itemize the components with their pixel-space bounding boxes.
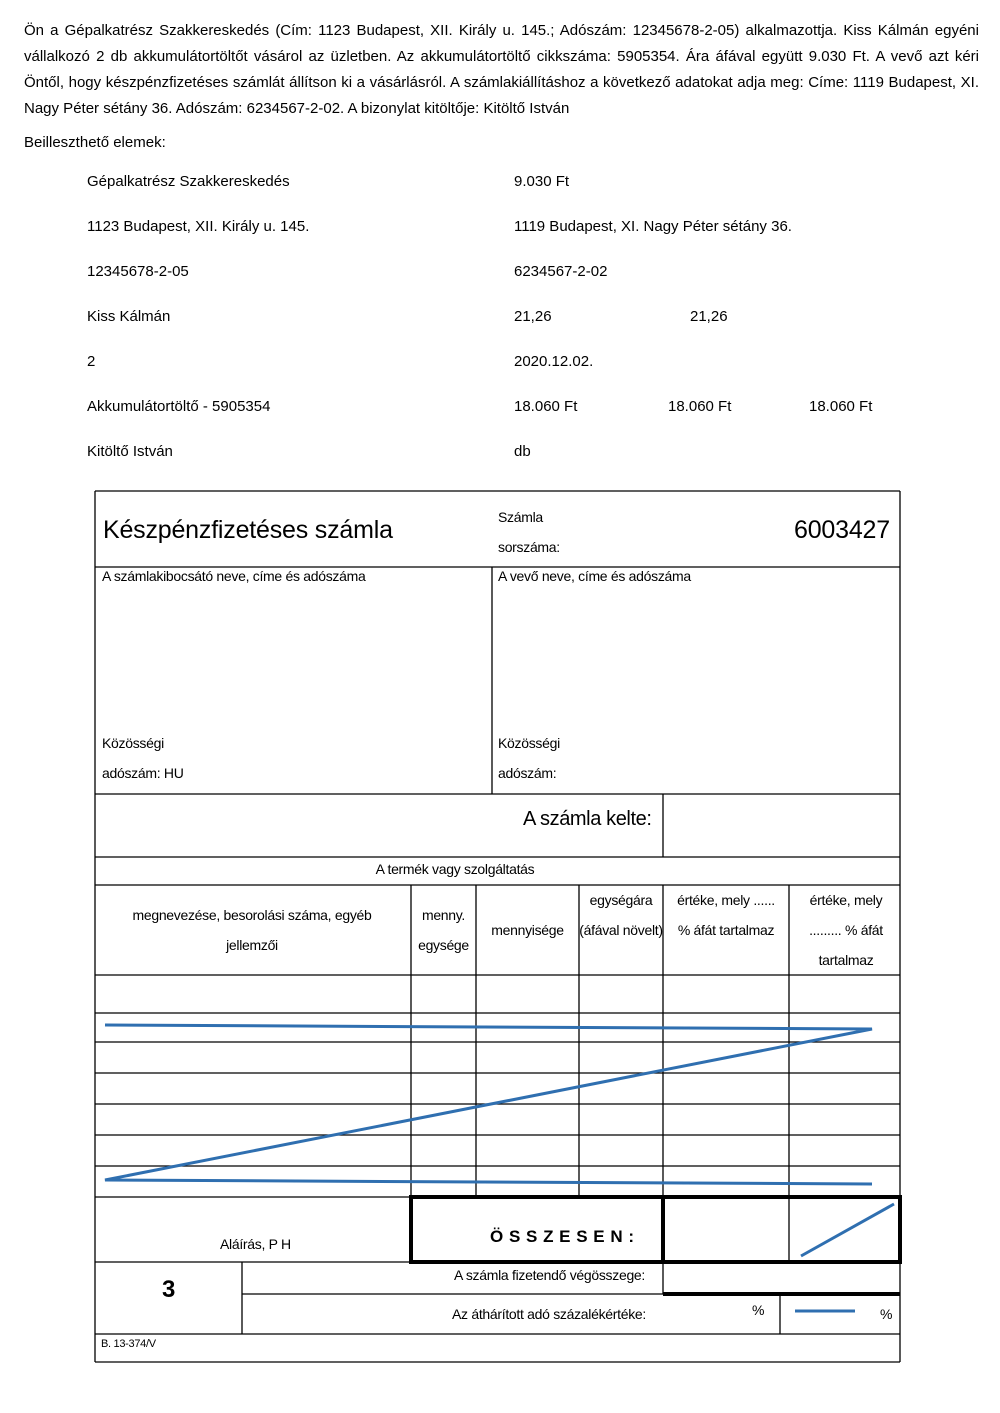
palette-item-product[interactable]: Akkumulátortöltő - 5905354 [87,398,271,415]
serial-label-1: Számla [498,509,543,525]
serial-label-2: sorszáma: [498,539,560,555]
palette-title: Beilleszthető elemek: [24,134,166,151]
form-code: B. 13-374/V [101,1338,156,1350]
tax-label: Az áthárított adó százalékértéke: [452,1306,646,1322]
col-value-1: értéke, mely ...... % áfát tartalmaz [677,892,775,938]
palette-item-value-1[interactable]: 18.060 Ft [514,398,578,415]
buyer-community-taxid: adószám: [498,765,557,781]
palette-item-issuer-address[interactable]: 1123 Budapest, XII. Király u. 145. [87,218,310,235]
palette-item-unit[interactable]: db [514,443,531,460]
col-unit-price: egységára (áfával növelt) [579,892,663,938]
col-qty: mennyisége [491,922,564,938]
copy-number: 3 [161,1276,176,1303]
buyer-label: A vevő neve, címe és adószáma [498,568,691,584]
signature-label: Aláírás, P H [220,1236,291,1252]
payable-label: A számla fizetendő végösszege: [454,1267,646,1283]
palette-item-issuer-name[interactable]: Gépalkatrész Szakkereskedés [87,173,290,190]
palette-item-unit-price[interactable]: 9.030 Ft [514,173,570,190]
issuer-label: A számlakibocsátó neve, címe és adószáma [102,568,366,584]
total-label: Ö S S Z E S E N : [490,1227,635,1246]
palette-item-vat-percent-2[interactable]: 21,26 [690,308,728,325]
palette-item-filler[interactable]: Kitöltő István [87,443,173,460]
buyer-community-label: Közösségi [498,735,560,751]
percent-1: % [752,1302,765,1318]
palette-item-buyer-name[interactable]: Kiss Kálmán [87,308,171,325]
palette-item-vat-percent-1[interactable]: 21,26 [514,308,552,325]
palette-item-value-3[interactable]: 18.060 Ft [809,398,873,415]
col-name: megnevezése, besorolási száma, egyéb jellemzői [132,907,372,953]
palette-item-quantity[interactable]: 2 [87,353,96,370]
issuer-community-label: Közösségi [102,735,164,751]
issuer-community-taxid: adószám: HU [102,765,184,781]
percent-2: % [880,1306,893,1322]
product-header: A termék vagy szolgáltatás [375,861,535,877]
palette-item-buyer-tax-id[interactable]: 6234567-2-02 [514,263,608,280]
col-unit: menny. egysége [418,907,469,953]
palette-item-buyer-address[interactable]: 1119 Budapest, XI. Nagy Péter sétány 36. [514,218,792,235]
palette-item-date[interactable]: 2020.12.02. [514,353,594,370]
col-value-2: értéke, mely ......... % áfát tartalmaz [809,892,883,968]
invoice-title: Készpénzfizetéses számla [103,516,393,544]
palette-item-value-2[interactable]: 18.060 Ft [668,398,732,415]
palette-item-issuer-tax-id[interactable]: 12345678-2-05 [87,263,189,280]
task-description: Ön a Gépalkatrész Szakkereskedés (Cím: 1123 Budapest, XII. Király u. 145.; Adószám: 12345678-2-05) alkalmazottja. Kiss Kálmán egyéni vállalkozó 2 db akkumulátortöltőt vásárol az üzletben. Az akkumulátortöltő cikkszáma: 5905354. Ára áfával együtt 9.030 Ft. A vevő azt kéri Öntől, hogy készpénzfizetéses számlát állítson ki a vásárlásról. A számlakiállításhoz a következő adatokat adja meg: Címe: 1119 Budapest, XI. Nagy Péter sétány 36. Adószám: 6234567-2-02. A bizonylat kitöltője: Kitöltő István [24,22,979,117]
date-label: A számla kelte: [523,808,652,830]
serial-number: 6003427 [794,516,890,544]
